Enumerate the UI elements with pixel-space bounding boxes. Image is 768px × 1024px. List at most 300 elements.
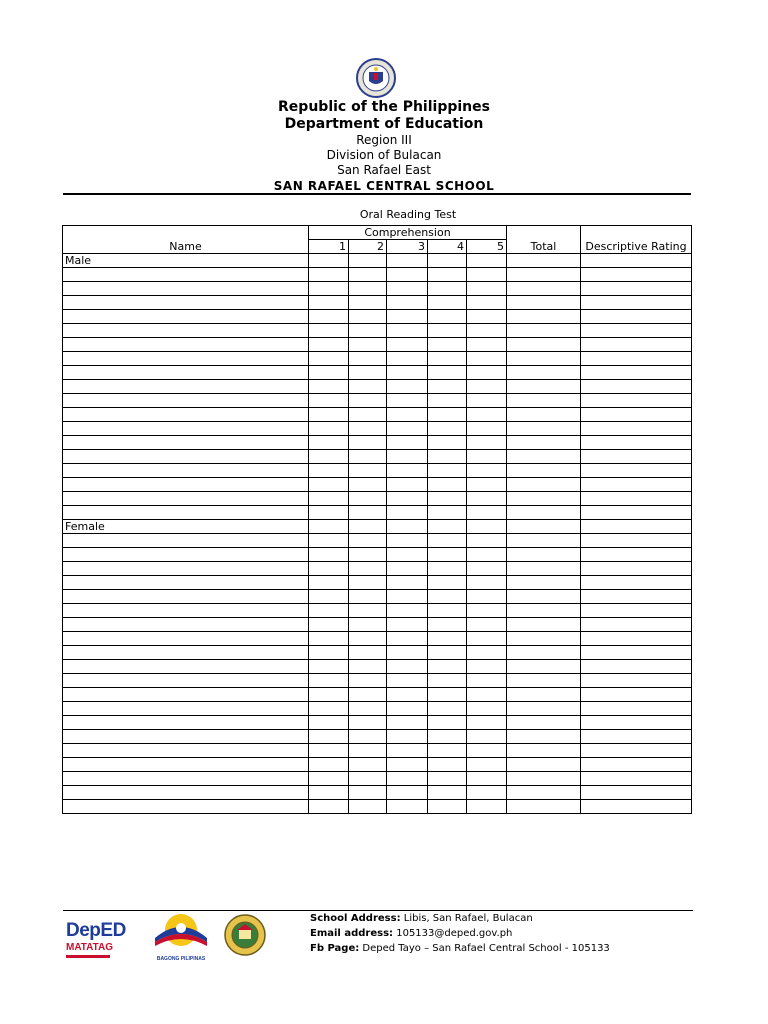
table-cell	[387, 380, 428, 394]
table-row	[63, 324, 692, 338]
table-row	[63, 268, 692, 282]
table-cell	[581, 394, 692, 408]
table-cell	[387, 800, 428, 814]
header-district: San Rafael East	[337, 163, 431, 177]
table-cell	[428, 352, 467, 366]
table-row	[63, 590, 692, 604]
table-cell	[349, 758, 387, 772]
table-cell	[309, 450, 349, 464]
table-cell	[349, 506, 387, 520]
table-cell	[387, 772, 428, 786]
table-cell	[467, 520, 507, 534]
table-cell	[349, 422, 387, 436]
table-cell	[63, 450, 309, 464]
table-row	[63, 338, 692, 352]
table-cell	[63, 576, 309, 590]
email-value: 105133@deped.gov.ph	[396, 928, 513, 939]
table-cell	[428, 576, 467, 590]
table-cell	[581, 744, 692, 758]
table-cell	[581, 660, 692, 674]
table-cell	[581, 254, 692, 268]
table-cell	[507, 674, 581, 688]
table-cell	[63, 702, 309, 716]
table-cell	[507, 590, 581, 604]
table-cell	[309, 660, 349, 674]
table-cell	[507, 478, 581, 492]
table-cell	[467, 604, 507, 618]
table-cell	[428, 800, 467, 814]
table-cell	[467, 296, 507, 310]
table-row	[63, 436, 692, 450]
table-cell	[387, 520, 428, 534]
table-cell	[428, 422, 467, 436]
table-cell	[467, 744, 507, 758]
table-cell	[428, 646, 467, 660]
table-cell	[309, 268, 349, 282]
table-cell	[428, 702, 467, 716]
table-cell	[507, 548, 581, 562]
table-cell	[428, 394, 467, 408]
table-row	[63, 744, 692, 758]
table-cell	[507, 380, 581, 394]
table-cell	[387, 562, 428, 576]
table-cell	[467, 590, 507, 604]
table-cell	[387, 688, 428, 702]
table-row	[63, 380, 692, 394]
table-cell	[507, 758, 581, 772]
table-cell	[428, 338, 467, 352]
table-cell	[581, 548, 692, 562]
table-cell	[581, 268, 692, 282]
footer-school-address	[310, 911, 533, 926]
table-cell	[63, 660, 309, 674]
table-cell	[387, 436, 428, 450]
table-cell	[507, 562, 581, 576]
table-cell	[428, 296, 467, 310]
table-cell	[63, 688, 309, 702]
deped-matatag-logo	[66, 912, 146, 962]
table-cell	[507, 506, 581, 520]
table-cell	[467, 478, 507, 492]
table-cell	[349, 674, 387, 688]
table-cell	[63, 772, 309, 786]
table-cell	[387, 422, 428, 436]
table-cell	[467, 450, 507, 464]
table-cell	[63, 296, 309, 310]
table-cell	[581, 590, 692, 604]
table-cell	[309, 296, 349, 310]
table-cell	[428, 604, 467, 618]
table-cell	[428, 408, 467, 422]
table-cell	[428, 772, 467, 786]
table-cell	[581, 492, 692, 506]
table-cell	[428, 688, 467, 702]
table-cell	[581, 674, 692, 688]
table-cell	[349, 450, 387, 464]
section-row-female	[63, 520, 692, 534]
table-cell	[309, 674, 349, 688]
table-cell	[581, 296, 692, 310]
table-cell	[309, 548, 349, 562]
table-row	[63, 422, 692, 436]
table-cell	[467, 562, 507, 576]
table-cell	[428, 618, 467, 632]
oral-reading-table	[62, 225, 692, 814]
table-cell	[63, 422, 309, 436]
table-cell	[581, 618, 692, 632]
table-row	[63, 450, 692, 464]
table-cell	[581, 534, 692, 548]
table-cell	[309, 772, 349, 786]
table-cell	[428, 716, 467, 730]
table-cell	[467, 492, 507, 506]
table-cell	[507, 422, 581, 436]
table-cell	[387, 716, 428, 730]
header-republic: Republic of the Philippines	[278, 99, 490, 115]
table-cell	[467, 394, 507, 408]
table-cell	[309, 702, 349, 716]
table-cell	[581, 646, 692, 660]
section-label: Female	[63, 520, 309, 534]
table-cell	[63, 800, 309, 814]
table-row	[63, 394, 692, 408]
table-cell	[467, 786, 507, 800]
table-cell	[581, 436, 692, 450]
table-cell	[467, 660, 507, 674]
table-cell	[63, 506, 309, 520]
table-cell	[428, 324, 467, 338]
table-cell	[428, 268, 467, 282]
table-cell	[581, 632, 692, 646]
table-row	[63, 548, 692, 562]
table-cell	[581, 604, 692, 618]
table-cell	[467, 702, 507, 716]
table-cell	[387, 366, 428, 380]
table-cell	[309, 618, 349, 632]
column-header-comprehension: Comprehension	[309, 226, 507, 240]
table-cell	[507, 268, 581, 282]
table-cell	[349, 800, 387, 814]
table-cell	[507, 646, 581, 660]
table-cell	[349, 688, 387, 702]
table-cell	[428, 520, 467, 534]
table-cell	[349, 590, 387, 604]
table-cell	[309, 394, 349, 408]
table-cell	[428, 450, 467, 464]
table-cell	[467, 674, 507, 688]
table-cell	[309, 464, 349, 478]
table-cell	[387, 450, 428, 464]
table-cell	[349, 646, 387, 660]
header-division: Division of Bulacan	[326, 148, 442, 162]
table-cell	[309, 534, 349, 548]
table-cell	[507, 660, 581, 674]
table-row	[63, 688, 692, 702]
table-cell	[63, 338, 309, 352]
table-cell	[467, 688, 507, 702]
table-cell	[63, 548, 309, 562]
table-cell	[349, 324, 387, 338]
column-header-2: 2	[349, 240, 387, 254]
bagong-pilipinas-logo	[150, 912, 212, 962]
table-cell	[387, 674, 428, 688]
table-cell	[63, 716, 309, 730]
table-cell	[507, 394, 581, 408]
table-cell	[349, 604, 387, 618]
table-cell	[387, 492, 428, 506]
table-cell	[309, 436, 349, 450]
table-cell	[581, 450, 692, 464]
table-cell	[349, 366, 387, 380]
table-cell	[467, 338, 507, 352]
header-region: Region III	[356, 133, 412, 147]
table-cell	[507, 632, 581, 646]
table-cell	[349, 478, 387, 492]
table-cell	[309, 688, 349, 702]
table-cell	[428, 744, 467, 758]
table-cell	[507, 310, 581, 324]
table-cell	[467, 310, 507, 324]
table-cell	[581, 324, 692, 338]
table-cell	[349, 394, 387, 408]
table-cell	[349, 492, 387, 506]
table-cell	[507, 772, 581, 786]
column-header-descriptive-rating: Descriptive Rating	[581, 226, 692, 254]
table-cell	[349, 744, 387, 758]
table-cell	[309, 562, 349, 576]
table-row	[63, 352, 692, 366]
table-cell	[387, 506, 428, 520]
table-row	[63, 408, 692, 422]
table-row	[63, 492, 692, 506]
table-cell	[63, 674, 309, 688]
table-cell	[63, 534, 309, 548]
table-cell	[387, 352, 428, 366]
table-cell	[507, 408, 581, 422]
table-cell	[63, 492, 309, 506]
table-cell	[467, 254, 507, 268]
table-cell	[428, 730, 467, 744]
table-cell	[581, 800, 692, 814]
table-row	[63, 506, 692, 520]
table-cell	[428, 590, 467, 604]
header-school-name: SAN RAFAEL CENTRAL SCHOOL	[273, 179, 495, 193]
deped-seal-logo	[341, 58, 411, 98]
table-row	[63, 562, 692, 576]
table-cell	[309, 744, 349, 758]
table-cell	[428, 534, 467, 548]
table-cell	[349, 254, 387, 268]
table-cell	[349, 380, 387, 394]
table-cell	[581, 338, 692, 352]
table-cell	[309, 730, 349, 744]
table-row	[63, 464, 692, 478]
table-cell	[349, 534, 387, 548]
table-cell	[467, 464, 507, 478]
table-cell	[428, 674, 467, 688]
table-row	[63, 534, 692, 548]
table-cell	[387, 548, 428, 562]
table-cell	[63, 730, 309, 744]
table-cell	[507, 492, 581, 506]
table-cell	[428, 492, 467, 506]
table-cell	[387, 296, 428, 310]
table-cell	[507, 604, 581, 618]
table-cell	[428, 478, 467, 492]
table-cell	[309, 282, 349, 296]
footer-email	[310, 926, 512, 941]
table-cell	[309, 520, 349, 534]
table-cell	[467, 436, 507, 450]
table-cell	[387, 534, 428, 548]
table-row	[63, 674, 692, 688]
table-cell	[507, 464, 581, 478]
table-cell	[63, 436, 309, 450]
table-cell	[507, 366, 581, 380]
table-row	[63, 282, 692, 296]
table-cell	[309, 492, 349, 506]
table-cell	[63, 618, 309, 632]
table-cell	[467, 408, 507, 422]
table-row	[63, 632, 692, 646]
table-cell	[349, 632, 387, 646]
table-cell	[63, 366, 309, 380]
table-cell	[467, 548, 507, 562]
table-cell	[63, 478, 309, 492]
table-cell	[349, 576, 387, 590]
table-row	[63, 772, 692, 786]
table-cell	[428, 786, 467, 800]
table-cell	[309, 254, 349, 268]
table-cell	[349, 772, 387, 786]
table-cell	[63, 744, 309, 758]
table-cell	[507, 534, 581, 548]
table-cell	[507, 450, 581, 464]
table-cell	[309, 338, 349, 352]
table-cell	[387, 660, 428, 674]
table-cell	[387, 254, 428, 268]
table-cell	[581, 786, 692, 800]
table-cell	[428, 366, 467, 380]
table-cell	[309, 786, 349, 800]
table-cell	[309, 758, 349, 772]
table-cell	[309, 352, 349, 366]
table-row	[63, 786, 692, 800]
table-cell	[581, 352, 692, 366]
table-cell	[428, 380, 467, 394]
table-cell	[63, 464, 309, 478]
table-cell	[309, 590, 349, 604]
table-cell	[387, 786, 428, 800]
table-cell	[581, 758, 692, 772]
table-cell	[309, 716, 349, 730]
table-cell	[581, 506, 692, 520]
table-row	[63, 604, 692, 618]
table-cell	[467, 352, 507, 366]
table-cell	[387, 758, 428, 772]
table-cell	[349, 716, 387, 730]
table-cell	[507, 436, 581, 450]
table-cell	[349, 408, 387, 422]
table-cell	[428, 436, 467, 450]
table-cell	[581, 520, 692, 534]
footer-fb-page	[310, 941, 610, 956]
table-cell	[467, 618, 507, 632]
table-cell	[309, 576, 349, 590]
table-cell	[581, 730, 692, 744]
table-cell	[581, 422, 692, 436]
matatag-wordmark: MATATAG	[66, 942, 114, 953]
table-cell	[63, 408, 309, 422]
table-cell	[581, 688, 692, 702]
table-cell	[428, 562, 467, 576]
table-cell	[349, 562, 387, 576]
table-cell	[349, 338, 387, 352]
table-cell	[507, 324, 581, 338]
school-address-label: School Address:	[310, 913, 401, 924]
table-cell	[349, 786, 387, 800]
table-cell	[428, 506, 467, 520]
form-title: Oral Reading Test	[359, 208, 457, 221]
fb-label: Fb Page:	[310, 943, 360, 954]
table-cell	[467, 730, 507, 744]
table-cell	[349, 464, 387, 478]
table-cell	[63, 268, 309, 282]
table-cell	[63, 352, 309, 366]
table-cell	[349, 520, 387, 534]
section-row-male	[63, 254, 692, 268]
table-cell	[309, 604, 349, 618]
fb-value: Deped Tayo – San Rafael Central School - 105133	[362, 943, 610, 954]
table-cell	[467, 758, 507, 772]
email-label: Email address:	[310, 928, 394, 939]
table-cell	[387, 478, 428, 492]
table-cell	[428, 758, 467, 772]
table-cell	[349, 660, 387, 674]
table-cell	[349, 282, 387, 296]
deped-wordmark: DepED	[66, 920, 126, 941]
table-cell	[349, 702, 387, 716]
table-cell	[507, 716, 581, 730]
table-cell	[581, 702, 692, 716]
table-cell	[507, 800, 581, 814]
table-row	[63, 478, 692, 492]
table-cell	[309, 408, 349, 422]
table-cell	[507, 786, 581, 800]
table-cell	[581, 282, 692, 296]
bagong-pilipinas-wordmark: BAGONG PILIPINAS	[156, 956, 206, 962]
table-cell	[387, 744, 428, 758]
table-cell	[63, 310, 309, 324]
table-cell	[63, 394, 309, 408]
table-cell	[581, 408, 692, 422]
table-cell	[581, 478, 692, 492]
table-cell	[387, 268, 428, 282]
table-cell	[507, 744, 581, 758]
table-cell	[507, 282, 581, 296]
table-cell	[467, 576, 507, 590]
table-cell	[507, 338, 581, 352]
table-cell	[507, 618, 581, 632]
table-cell	[581, 576, 692, 590]
table-cell	[387, 590, 428, 604]
table-cell	[63, 324, 309, 338]
table-cell	[63, 758, 309, 772]
table-cell	[507, 352, 581, 366]
table-row	[63, 310, 692, 324]
table-cell	[309, 380, 349, 394]
table-cell	[467, 380, 507, 394]
